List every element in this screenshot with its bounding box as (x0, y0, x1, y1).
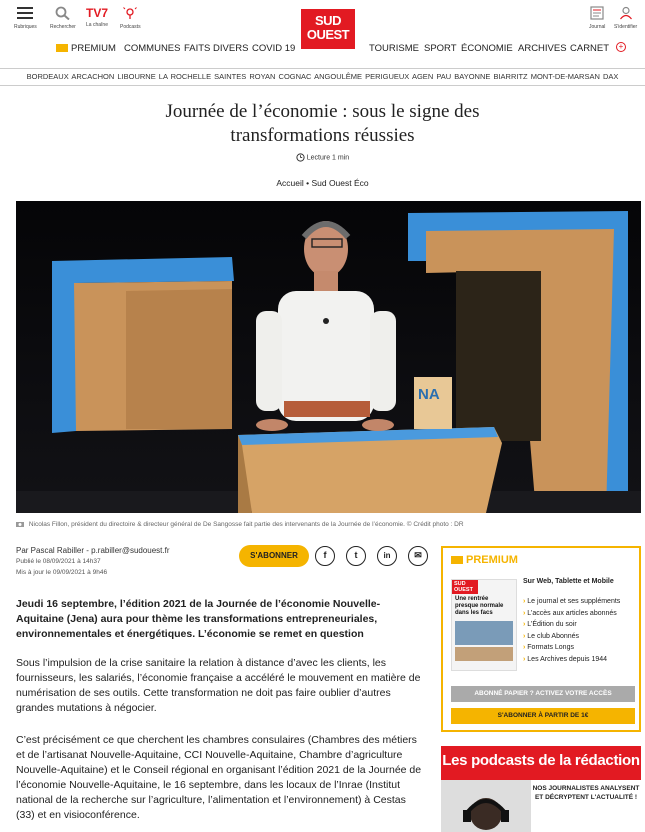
camera-icon (16, 521, 24, 527)
newspaper-icon (590, 6, 604, 20)
logo-line1: SUD (315, 13, 341, 28)
nav-item-sport[interactable]: SPORT (424, 43, 457, 54)
published-date: Publié le 08/09/2021 à 14h37 (16, 558, 101, 565)
main-nav (0, 40, 645, 58)
search-label: Rechercher (50, 24, 76, 30)
premium-crown-icon (56, 44, 68, 52)
article-lead: Jeudi 16 septembre, l’édition 2021 de la Journée de l’économie Nouvelle-Aquitaine (Jena) aura pour thème les transformations entrepreneuriales, environnementales et énergétiques. L’économie se remet en question (16, 598, 381, 640)
podcasts-promo-title: Les podcasts de la rédaction (442, 752, 640, 769)
article-photo (16, 201, 641, 513)
article-title: Journée de l’économie : sous le signe des transformations réussies (165, 101, 480, 146)
caption-text: Nicolas Fillon, président du directoire & directeur général de De Sangosse fait partie des intervenants de la Journée de l’économie. © Crédit photo : DR (28, 521, 464, 528)
nav-item-economie[interactable]: ÉCONOMIE (461, 43, 513, 54)
premium-benefit: › Le club Abonnés (523, 631, 620, 643)
nav-premium-label: PREMIUM (71, 43, 116, 54)
podcasts-promo-text: NOS JOURNALISTES ANALYSENT ET DÉCRYPTENT L'ACTUALITÉ ! (532, 785, 640, 801)
article-paragraph: C’est précisément ce que cherchent les chambres consulaires (Chambres des métiers et de l’artisanat Nouvelle-Aquitaine, CCI Nouvelle-Aquitaine, Chambre d’agriculture Nouvelle-Aquitaine) et le Conseil régional en organisant l’édition 2021 de la Journée de l’économie Nouvelle-Aquitaine, le 16 septembre, dans les locaux de l’Inrae (Institut national de la recherche sur l’agriculture, l’alimentation et l’environnement) à Cestas (33) et en visioconférence. (16, 734, 422, 821)
reading-time (0, 153, 645, 162)
facebook-share-button[interactable] (315, 546, 335, 566)
search-icon (55, 6, 71, 20)
photo-caption (16, 521, 641, 528)
nav-item-faits-divers[interactable]: FAITS DIVERS (184, 43, 249, 54)
twitter-icon: t (354, 550, 358, 560)
login-button[interactable] (614, 6, 637, 30)
nav-item-premium[interactable] (56, 43, 116, 54)
reading-time-label: Lecture 1 min (306, 154, 350, 162)
paper-photo (455, 621, 513, 645)
article-paragraph: Sous l’impulsion de la crise sanitaire la relation à distance d’avec les clients, les fournisseurs, les salariés, l’économie française a accéléré le mouvement en matière de numérisation de ses outils. Cette transformation ne doit pas faire oublier d’autres grandes mutations à négocier. (16, 657, 421, 714)
search-button[interactable] (50, 6, 76, 30)
nav-item-archives[interactable]: ARCHIVES (518, 43, 567, 54)
linkedin-icon: in (383, 551, 391, 560)
facebook-icon: f (323, 550, 327, 560)
podcasts-promo[interactable] (441, 746, 641, 832)
menu-icon (16, 6, 34, 20)
photo-scene (16, 201, 641, 513)
user-icon (619, 6, 633, 20)
premium-crown-icon (451, 556, 463, 564)
plus-icon[interactable]: + (616, 42, 626, 52)
tv7-button[interactable] (86, 6, 108, 28)
premium-subscribe-button[interactable]: S'ABONNER À PARTIR DE 1€ (451, 708, 635, 724)
twitter-share-button[interactable] (346, 546, 366, 566)
microphone-icon (123, 6, 137, 20)
la-chaine-label: La chaîne (86, 22, 108, 28)
nav-item-tourisme[interactable]: TOURISME (369, 43, 419, 54)
rubriques-button[interactable] (14, 6, 37, 30)
nav-item-communes[interactable]: COMMUNES (124, 43, 181, 54)
top-bar (0, 0, 645, 42)
breadcrumb[interactable]: Accueil • Sud Ouest Éco (276, 178, 369, 188)
author-line[interactable]: Par Pascal Rabiller - p.rabiller@sudouest.fr (16, 546, 170, 555)
journal-label: Journal (589, 24, 606, 30)
trophy-text: NA (418, 386, 440, 403)
nav-item-carnet[interactable]: CARNET (570, 43, 610, 54)
premium-title-label: PREMIUM (466, 554, 518, 566)
paper-logo: SUD OUEST (452, 580, 478, 594)
email-icon: ✉ (414, 550, 422, 560)
podcasts-button[interactable] (120, 6, 141, 30)
subscribe-button[interactable]: S'ABONNER (239, 545, 309, 567)
premium-title (451, 554, 518, 566)
activate-access-button[interactable]: ABONNÉ PAPIER ? ACTIVEZ VOTRE ACCÈS (451, 686, 635, 702)
journal-button[interactable] (589, 6, 605, 30)
rubriques-label: Rubriques (14, 24, 37, 30)
paper-headline: Une rentrée presque normale dans les facs (455, 596, 504, 616)
cities-bar[interactable]: BORDEAUX ARCACHON LIBOURNE LA ROCHELLE SAINTES ROYAN COGNAC ANGOULÊME PERIGUEUX AGEN PAU BAYONNE BIARRITZ MONT-DE-MARSAN DAX (0, 68, 645, 86)
premium-benefit: › Le journal et ses suppléments (523, 596, 620, 608)
premium-benefit: › L’Édition du soir (523, 619, 620, 631)
nav-item-covid[interactable]: COVID 19 (252, 43, 296, 54)
premium-benefit: › L’accès aux articles abonnés (523, 608, 620, 620)
clock-icon (296, 153, 305, 162)
premium-offer-box (441, 546, 641, 732)
newspaper-thumbnail (451, 579, 517, 671)
tv7-logo: TV7 (86, 6, 109, 20)
updated-date: Mis à jour le 09/09/2021 à 9h46 (16, 569, 108, 576)
premium-benefit: › Formats Longs (523, 642, 620, 654)
podcasts-label: Podcasts (120, 24, 141, 30)
premium-benefits-list (523, 596, 620, 665)
logo-line2: OUEST (306, 27, 350, 42)
headphones-person-image (441, 780, 531, 832)
email-share-button[interactable] (408, 546, 428, 566)
linkedin-share-button[interactable] (377, 546, 397, 566)
login-label: S'identifier (614, 24, 638, 30)
premium-benefit: › Les Archives depuis 1944 (523, 654, 620, 666)
paper-photo (455, 647, 513, 661)
premium-subtitle: Sur Web, Tablette et Mobile (523, 578, 614, 585)
